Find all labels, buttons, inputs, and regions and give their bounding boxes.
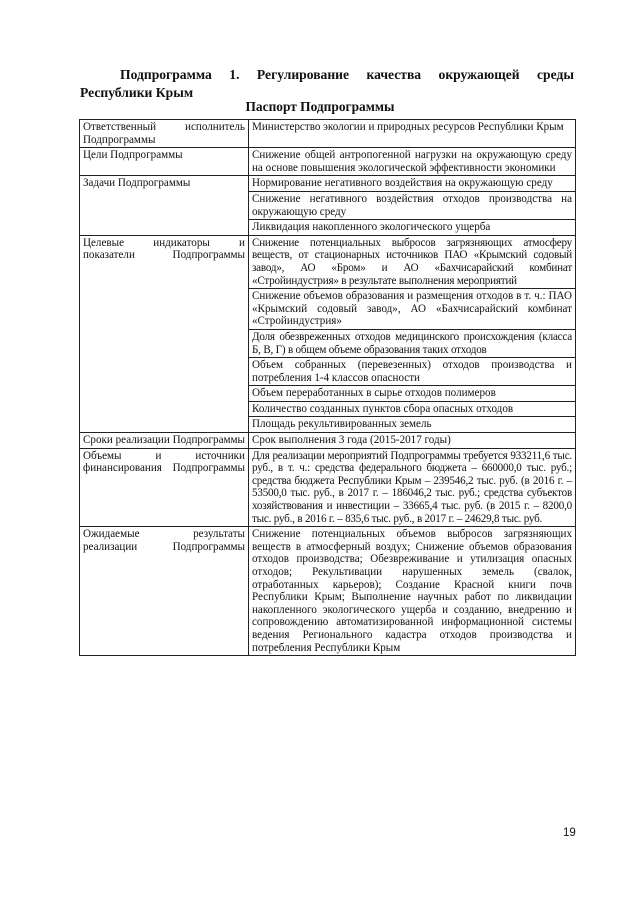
table-row [80, 448, 576, 527]
page-number: 19 [563, 827, 576, 839]
row-value: Для реализации мероприятий Подпрограммы требуется 933211,6 тыс. руб., в т. ч.: средства федерального бюджета – 660000,0 тыс. руб.; средства бюджета Республики Крым – 239546,2 тыс. руб. (в 2016 г. – 53500,0 тыс. руб., в 2017 г. – 186046,2 тыс. руб.; средства субъектов хозяйствования и инвестиции – 33665,4 тыс. руб. (в 2015 г. – 8200,0 тыс. руб., в 2016 г. – 835,6 тыс. руб., в 2017 г. – 24629,8 тыс. руб. [249, 448, 576, 527]
row-value: Снижение потенциальных выбросов загрязняющих атмосферу веществ, от стационарных источников ПАО «Крымский содовый завод», АО «Бром» и АО «Бахчисарайский комбинат «Стройиндустрия» в результате выполнения мероприятий [249, 235, 576, 288]
row-label: Цели Подпрограммы [80, 148, 249, 176]
heading-word: среды [537, 67, 574, 82]
row-value: Объем собранных (перевезенных) отходов производства и потребления 1-4 классов опасности [249, 358, 576, 386]
row-value: Количество созданных пунктов сбора опасных отходов [249, 401, 576, 417]
row-value: Снижение потенциальных объемов выбросов загрязняющих веществ в атмосферный воздух; Снижение объемов образования отходов производства; Обезвреживание и утилизация опасных отходов; Рекультивации нарушенных земель (свалок, отработанных карьеров); Создание Красной книги почв Республики Крым; Выполнение научных работ по ликвидации накопленного экологического ущерба и созданию, внедрению и сопровождению автоматизированной информационной системы ведения Регионального кадастра отходов производства и потребления Республики Крым [249, 527, 576, 656]
passport-table [79, 119, 576, 656]
row-value: Площадь рекультивированных земель [249, 417, 576, 433]
heading-word: Подпрограмма [120, 67, 212, 82]
row-value: Снижение негативного воздействия отходов производства на окружающую среду [249, 191, 576, 219]
row-value: Срок выполнения 3 года (2015-2017 годы) [249, 433, 576, 449]
row-label: Объемы и источники финансирования Подпрограммы [80, 448, 249, 527]
row-label: Задачи Подпрограммы [80, 176, 249, 235]
heading-word: окружающей [438, 67, 520, 82]
row-value: Нормирование негативного воздействия на окружающую среду [249, 176, 576, 192]
section-heading [80, 66, 574, 102]
table-row [80, 235, 576, 288]
table-row [80, 433, 576, 449]
table-row [80, 120, 576, 148]
heading-word: 1. [229, 67, 240, 82]
heading-word: качества [366, 67, 422, 82]
row-label: Целевые индикаторы и показатели Подпрограммы [80, 235, 249, 432]
passport-title: Паспорт Подпрограммы [245, 99, 395, 114]
heading-word: Регулирование [256, 67, 350, 82]
table-row [80, 527, 576, 656]
table-row [80, 148, 576, 176]
table-row [80, 176, 576, 192]
row-value: Объем переработанных в сырье отходов полимеров [249, 386, 576, 402]
heading-line-2: Республики Крым [80, 85, 194, 100]
row-value: Ликвидация накопленного экологического ущерба [249, 220, 576, 236]
row-value: Министерство экологии и природных ресурсов Республики Крым [249, 120, 576, 148]
row-value: Снижение общей антропогенной нагрузки на окружающую среду на основе повышения экологической эффективности экономики [249, 148, 576, 176]
row-label: Ожидаемые результаты реализации Подпрограммы [80, 527, 249, 656]
row-value: Доля обезвреженных отходов медицинского происхождения (класса Б, В, Г) в общем объеме образования таких отходов [249, 329, 576, 357]
row-label: Сроки реализации Подпрограммы [80, 433, 249, 449]
row-value: Снижение объемов образования и размещения отходов в т. ч.: ПАО «Крымский содовый завод», АО «Бахчисарайский комбинат «Стройиндустрия» [249, 289, 576, 330]
row-label: Ответственный исполнитель Подпрограммы [80, 120, 249, 148]
